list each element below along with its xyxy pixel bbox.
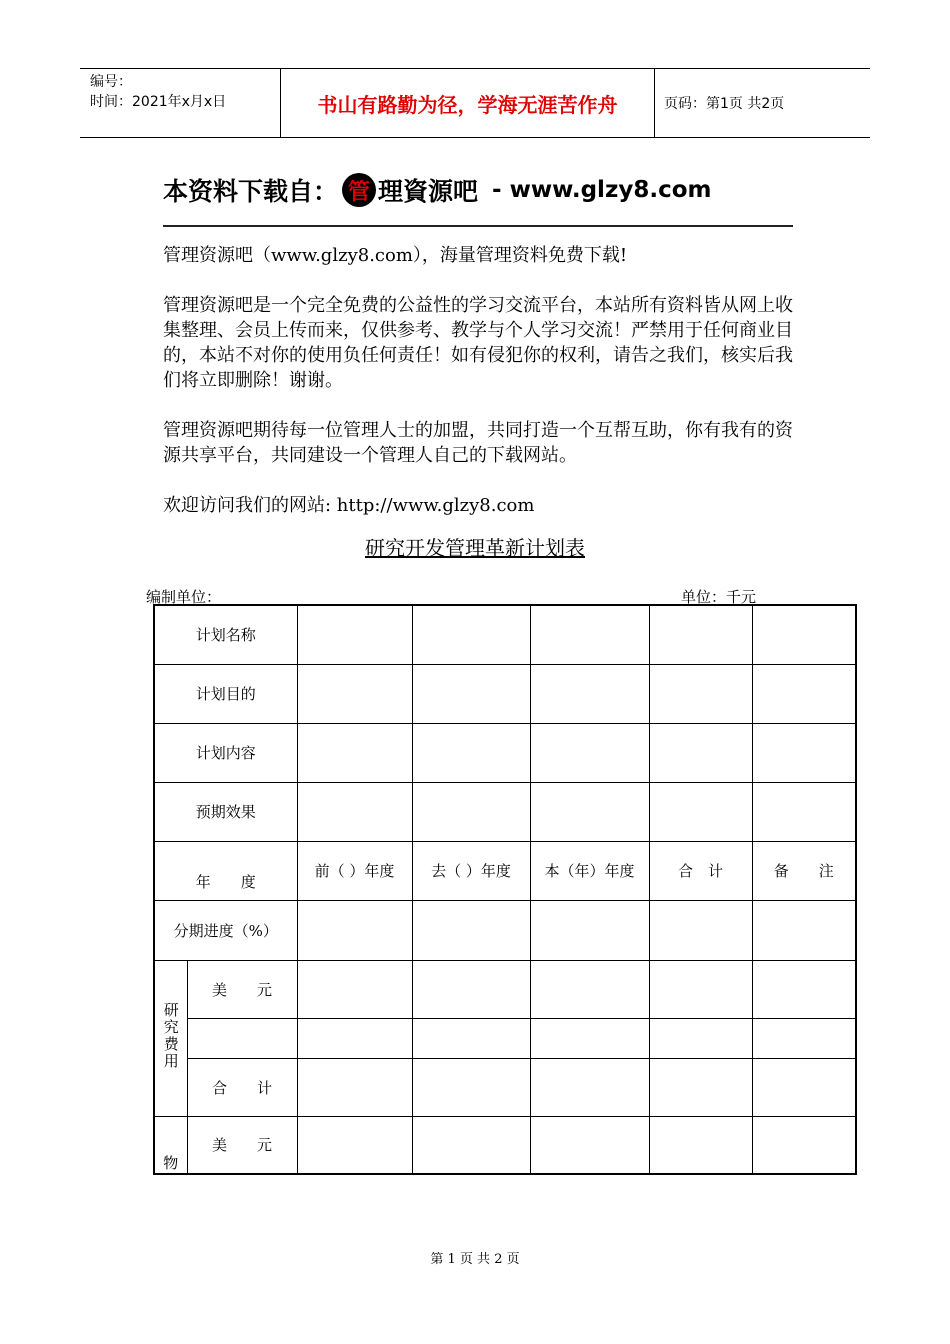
row-label-plan-goal: 计划目的 bbox=[154, 664, 297, 723]
table-cell[interactable] bbox=[649, 605, 752, 664]
table-row bbox=[154, 605, 856, 664]
table-cell[interactable] bbox=[297, 1018, 412, 1058]
table-row bbox=[154, 664, 856, 723]
table-cell[interactable] bbox=[530, 605, 649, 664]
year-header-current: 本（年）年度 bbox=[530, 841, 649, 900]
table-cell[interactable] bbox=[649, 1116, 752, 1174]
table-cell[interactable] bbox=[412, 1058, 530, 1116]
intro-paragraph-1: 管理资源吧（www.glzy8.com），海量管理资料免费下载! bbox=[163, 245, 628, 266]
material-group-label: 物 bbox=[154, 1116, 187, 1174]
table-row bbox=[154, 900, 856, 960]
table-row bbox=[154, 1018, 856, 1058]
table-cell[interactable] bbox=[297, 1116, 412, 1174]
table-cell[interactable] bbox=[412, 723, 530, 782]
table-cell[interactable] bbox=[412, 605, 530, 664]
material-usd-label: 美 元 bbox=[187, 1116, 297, 1174]
research-cost-group-label bbox=[154, 960, 187, 1116]
banner-brand: 理資源吧 bbox=[378, 177, 479, 206]
table-cell[interactable] bbox=[412, 664, 530, 723]
page-footer: 第 1 页 共 2 页 bbox=[430, 1252, 520, 1267]
table-cell[interactable] bbox=[297, 605, 412, 664]
table-row bbox=[154, 841, 856, 900]
table-cell[interactable] bbox=[297, 782, 412, 841]
table-cell[interactable] bbox=[752, 782, 856, 841]
year-header-remarks: 备 注 bbox=[752, 841, 856, 900]
row-label-expected-effect: 预期效果 bbox=[154, 782, 297, 841]
table-cell[interactable] bbox=[412, 1116, 530, 1174]
banner-prefix: 本资料下载自： bbox=[163, 177, 339, 206]
table-cell[interactable] bbox=[752, 1116, 856, 1174]
table-cell[interactable] bbox=[297, 664, 412, 723]
table-cell[interactable] bbox=[649, 782, 752, 841]
row-label-year: 年 度 bbox=[154, 841, 297, 900]
table-cell[interactable] bbox=[297, 900, 412, 960]
rd-plan-table bbox=[153, 604, 857, 1175]
page-header bbox=[80, 68, 870, 138]
table-cell[interactable] bbox=[752, 664, 856, 723]
currency-unit-label: 单位：千元 bbox=[681, 588, 757, 606]
table-cell[interactable] bbox=[412, 1018, 530, 1058]
document-number-label: 编号： bbox=[90, 74, 132, 90]
table-row bbox=[154, 782, 856, 841]
table-cell[interactable] bbox=[530, 1018, 649, 1058]
table-cell[interactable] bbox=[530, 782, 649, 841]
table-cell[interactable] bbox=[752, 1018, 856, 1058]
table-cell[interactable] bbox=[297, 723, 412, 782]
table-cell[interactable] bbox=[412, 960, 530, 1018]
row-label-plan-name: 计划名称 bbox=[154, 605, 297, 664]
year-header-last: 去（ ）年度 bbox=[412, 841, 530, 900]
intro-paragraph-4[interactable]: 欢迎访问我们的网站: http://www.glzy8.com bbox=[163, 495, 535, 516]
table-cell[interactable] bbox=[649, 1058, 752, 1116]
table-cell[interactable] bbox=[530, 723, 649, 782]
year-header-previous: 前（ ）年度 bbox=[297, 841, 412, 900]
table-cell[interactable] bbox=[297, 1058, 412, 1116]
download-banner bbox=[163, 168, 793, 212]
banner-divider bbox=[163, 225, 793, 227]
header-page-info: 页码：第1页 共2页 bbox=[664, 96, 785, 112]
table-cell[interactable] bbox=[649, 960, 752, 1018]
table-cell[interactable] bbox=[649, 900, 752, 960]
table-cell[interactable] bbox=[530, 1058, 649, 1116]
table-cell[interactable] bbox=[187, 1018, 297, 1058]
table-row bbox=[154, 1116, 856, 1174]
table-cell[interactable] bbox=[752, 960, 856, 1018]
table-cell[interactable] bbox=[412, 782, 530, 841]
compiling-unit-label: 编制单位： bbox=[146, 588, 222, 606]
table-row bbox=[154, 723, 856, 782]
table-cell[interactable] bbox=[649, 664, 752, 723]
table-title: 研究开发管理革新计划表 bbox=[365, 536, 585, 560]
table-cell[interactable] bbox=[530, 1116, 649, 1174]
table-cell[interactable] bbox=[649, 723, 752, 782]
table-cell[interactable] bbox=[412, 900, 530, 960]
table-cell[interactable] bbox=[530, 900, 649, 960]
intro-paragraph-2: 管理资源吧是一个完全免费的公益性的学习交流平台，本站所有资料皆从网上收集整理、会员上传而来，仅供参考、教学与个人学习交流！严禁用于任何商业目的，本站不对你的使用负任何责任！如有侵犯你的权利，请告之我们，核实后我们将立即删除！谢谢。 bbox=[163, 295, 793, 391]
header-slogan: 书山有路勤为径，学海无涯苦作舟 bbox=[280, 69, 655, 137]
table-cell[interactable] bbox=[752, 605, 856, 664]
intro-paragraph-3: 管理资源吧期待每一位管理人士的加盟，共同打造一个互帮互助，你有我有的资源共享平台，共同建设一个管理人自己的下载网站。 bbox=[163, 420, 793, 466]
banner-site[interactable]: - www.glzy8.com bbox=[492, 177, 712, 203]
table-cell[interactable] bbox=[649, 1018, 752, 1058]
table-cell[interactable] bbox=[297, 960, 412, 1018]
table-row bbox=[154, 960, 856, 1018]
table-cell[interactable] bbox=[752, 1058, 856, 1116]
header-left-cell bbox=[80, 69, 280, 137]
table-title-wrap bbox=[0, 532, 950, 561]
row-label-progress: 分期进度（%） bbox=[154, 900, 297, 960]
document-time-label: 时间：2021年x月x日 bbox=[90, 94, 227, 110]
table-cell[interactable] bbox=[752, 900, 856, 960]
research-total-label: 合 计 bbox=[187, 1058, 297, 1116]
research-cost-label: 研究费用 bbox=[161, 1002, 180, 1070]
table-cell[interactable] bbox=[530, 664, 649, 723]
table-row bbox=[154, 1058, 856, 1116]
row-label-plan-content: 计划内容 bbox=[154, 723, 297, 782]
table-cell[interactable] bbox=[752, 723, 856, 782]
brand-logo-icon: 管 bbox=[342, 173, 376, 207]
research-usd-label: 美 元 bbox=[187, 960, 297, 1018]
year-header-total: 合 计 bbox=[649, 841, 752, 900]
table-cell[interactable] bbox=[530, 960, 649, 1018]
